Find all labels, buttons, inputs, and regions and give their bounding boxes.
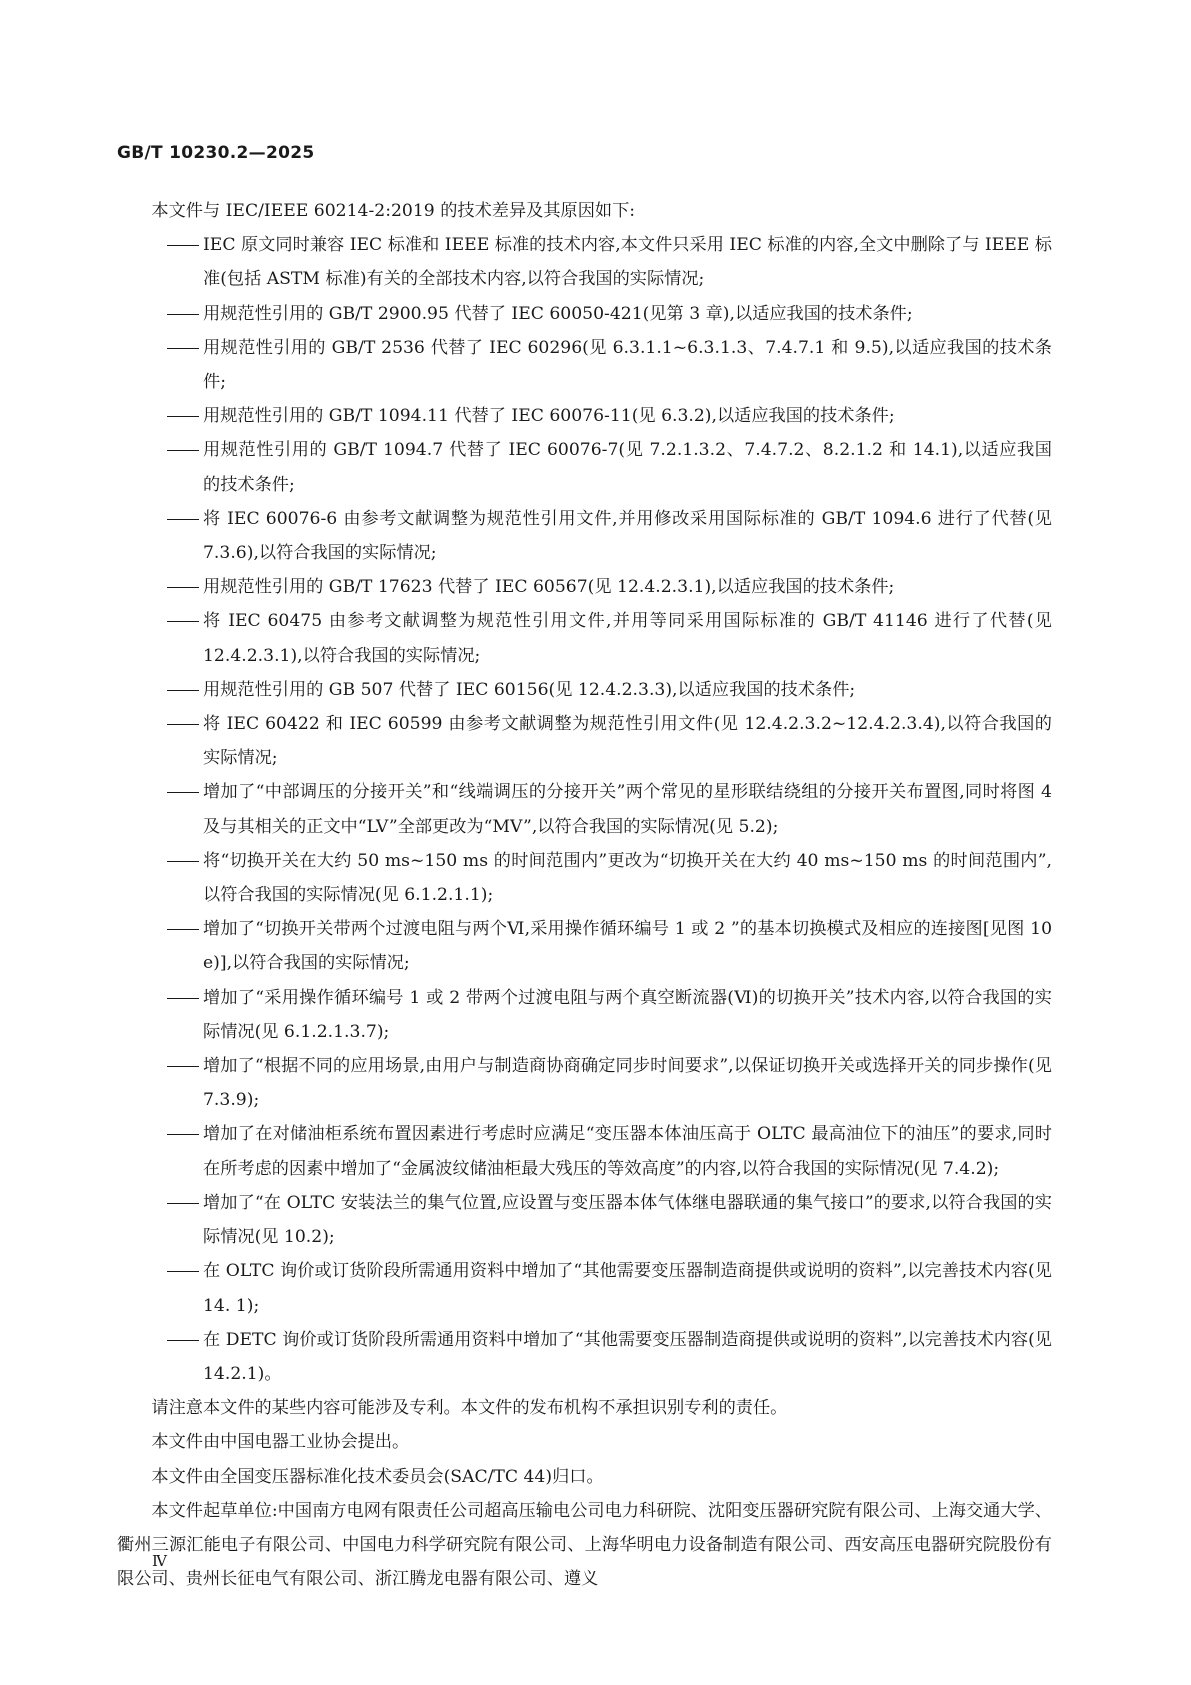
proposer-statement: 本文件由中国电器工业协会提出。 bbox=[151, 1432, 410, 1453]
list-item: 用规范性引用的 GB/T 2900.95 代替了 IEC 60050-421(见第 3 章),以适应我国的技术条件; bbox=[203, 303, 913, 324]
list-item: 在 OLTC 询价或订货阶段所需通用资料中增加了“其他需要变压器制造商提供或说明的资料”,以完善技术内容(见 14. 1); bbox=[203, 1261, 1052, 1316]
list-item: 将 IEC 60076-6 由参考文献调整为规范性引用文件,并用修改采用国际标准的 GB/T 1094.6 进行了代替(见 7.3.6),以符合我国的实际情况; bbox=[203, 508, 1052, 564]
page-number: Ⅳ bbox=[152, 1552, 167, 1570]
list-item: 用规范性引用的 GB/T 1094.7 代替了 IEC 60076-7(见 7.2.1.3.2、7.4.7.2、8.2.1.2 和 14.1),以适应我国的技术条件; bbox=[203, 440, 1052, 495]
patent-note: 请注意本文件的某些内容可能涉及专利。本文件的发布机构不承担识别专利的责任。 bbox=[151, 1398, 788, 1419]
list-item: 在 DETC 询价或订货阶段所需通用资料中增加了“其他需要变压器制造商提供或说明的资料”,以完善技术内容(见 14.2.1)。 bbox=[203, 1329, 1052, 1384]
list-item: 用规范性引用的 GB/T 17623 代替了 IEC 60567(见 12.4.2.3.1),以适应我国的技术条件; bbox=[203, 577, 895, 598]
committee-statement: 本文件由全国变压器标准化技术委员会(SAC/TC 44)归口。 bbox=[151, 1466, 604, 1487]
list-item: 增加了“在 OLTC 安装法兰的集气位置,应设置与变压器本体气体继电器联通的集气接口”的要求,以符合我国的实际情况(见 10.2); bbox=[203, 1192, 1052, 1248]
differences-list bbox=[117, 228, 1052, 1391]
list-item: 增加了“根据不同的应用场景,由用户与制造商协商确定同步时间要求”,以保证切换开关或选择开关的同步操作(见 7.3.9); bbox=[203, 1056, 1052, 1111]
list-item: IEC 原文同时兼容 IEC 标准和 IEEE 标准的技术内容,本文件只采用 IEC 标准的内容,全文中删除了与 IEEE 标准(包括 ASTM 标准)有关的全部技术内容,以符合我国的实际情况; bbox=[203, 235, 1052, 290]
list-item: 将“切换开关在大约 50 ms~150 ms 的时间范围内”更改为“切换开关在大约 40 ms~150 ms 的时间范围内”,以符合我国的实际情况(见 6.1.2.1.1); bbox=[203, 850, 1052, 906]
list-item: 增加了“中部调压的分接开关”和“线端调压的分接开关”两个常见的星形联结绕组的分接开关布置图,同时将图 4 及与其相关的正文中“LV”全部更改为“MV”,以符合我国的实际情况(见 5.2); bbox=[203, 782, 1052, 837]
list-item: 用规范性引用的 GB 507 代替了 IEC 60156(见 12.4.2.3.3),以适应我国的技术条件; bbox=[203, 679, 856, 700]
list-item: 用规范性引用的 GB/T 2536 代替了 IEC 60296(见 6.3.1.1~6.3.1.3、7.4.7.1 和 9.5),以适应我国的技术条件; bbox=[203, 337, 1052, 393]
list-item: 将 IEC 60475 由参考文献调整为规范性引用文件,并用等同采用国际标准的 GB/T 41146 进行了代替(见 12.4.2.3.1),以符合我国的实际情况; bbox=[203, 611, 1052, 666]
differences-intro: 本文件与 IEC/IEEE 60214-2:2019 的技术差异及其原因如下: bbox=[151, 201, 636, 221]
list-item: 将 IEC 60422 和 IEC 60599 由参考文献调整为规范性引用文件(见 12.4.2.3.2~12.4.2.3.4),以符合我国的实际情况; bbox=[203, 714, 1052, 769]
page-content bbox=[117, 194, 1052, 1596]
list-item: 用规范性引用的 GB/T 1094.11 代替了 IEC 60076-11(见 6.3.2),以适应我国的技术条件; bbox=[203, 406, 895, 427]
document-id-header: GB/T 10230.2—2025 bbox=[117, 143, 315, 163]
list-item: 增加了“采用操作循环编号 1 或 2 带两个过渡电阻与两个真空断流器(Ⅵ)的切换开关”技术内容,以符合我国的实际情况(见 6.1.2.1.3.7); bbox=[203, 987, 1052, 1042]
drafting-units: 本文件起草单位:中国南方电网有限责任公司超高压输电公司电力科研院、沈阳变压器研究院有限公司、上海交通大学、衢州三源汇能电子有限公司、中国电力科学研究院有限公司、上海华明电力设备制造有限公司、西安高压电器研究院股份有限公司、贵州长征电气有限公司、浙江腾龙电器有限公司、遵义 bbox=[117, 1500, 1052, 1590]
list-item: 增加了“切换开关带两个过渡电阻与两个Ⅵ,采用操作循环编号 1 或 2 ”的基本切换模式及相应的连接图[见图 10 e)],以符合我国的实际情况; bbox=[203, 919, 1052, 974]
list-item: 增加了在对储油柜系统布置因素进行考虑时应满足“变压器本体油压高于 OLTC 最高油位下的油压”的要求,同时在所考虑的因素中增加了“金属波纹储油柜最大残压的等效高度”的内容,以符合我国的实际情况(见 7.4.2); bbox=[203, 1124, 1052, 1179]
